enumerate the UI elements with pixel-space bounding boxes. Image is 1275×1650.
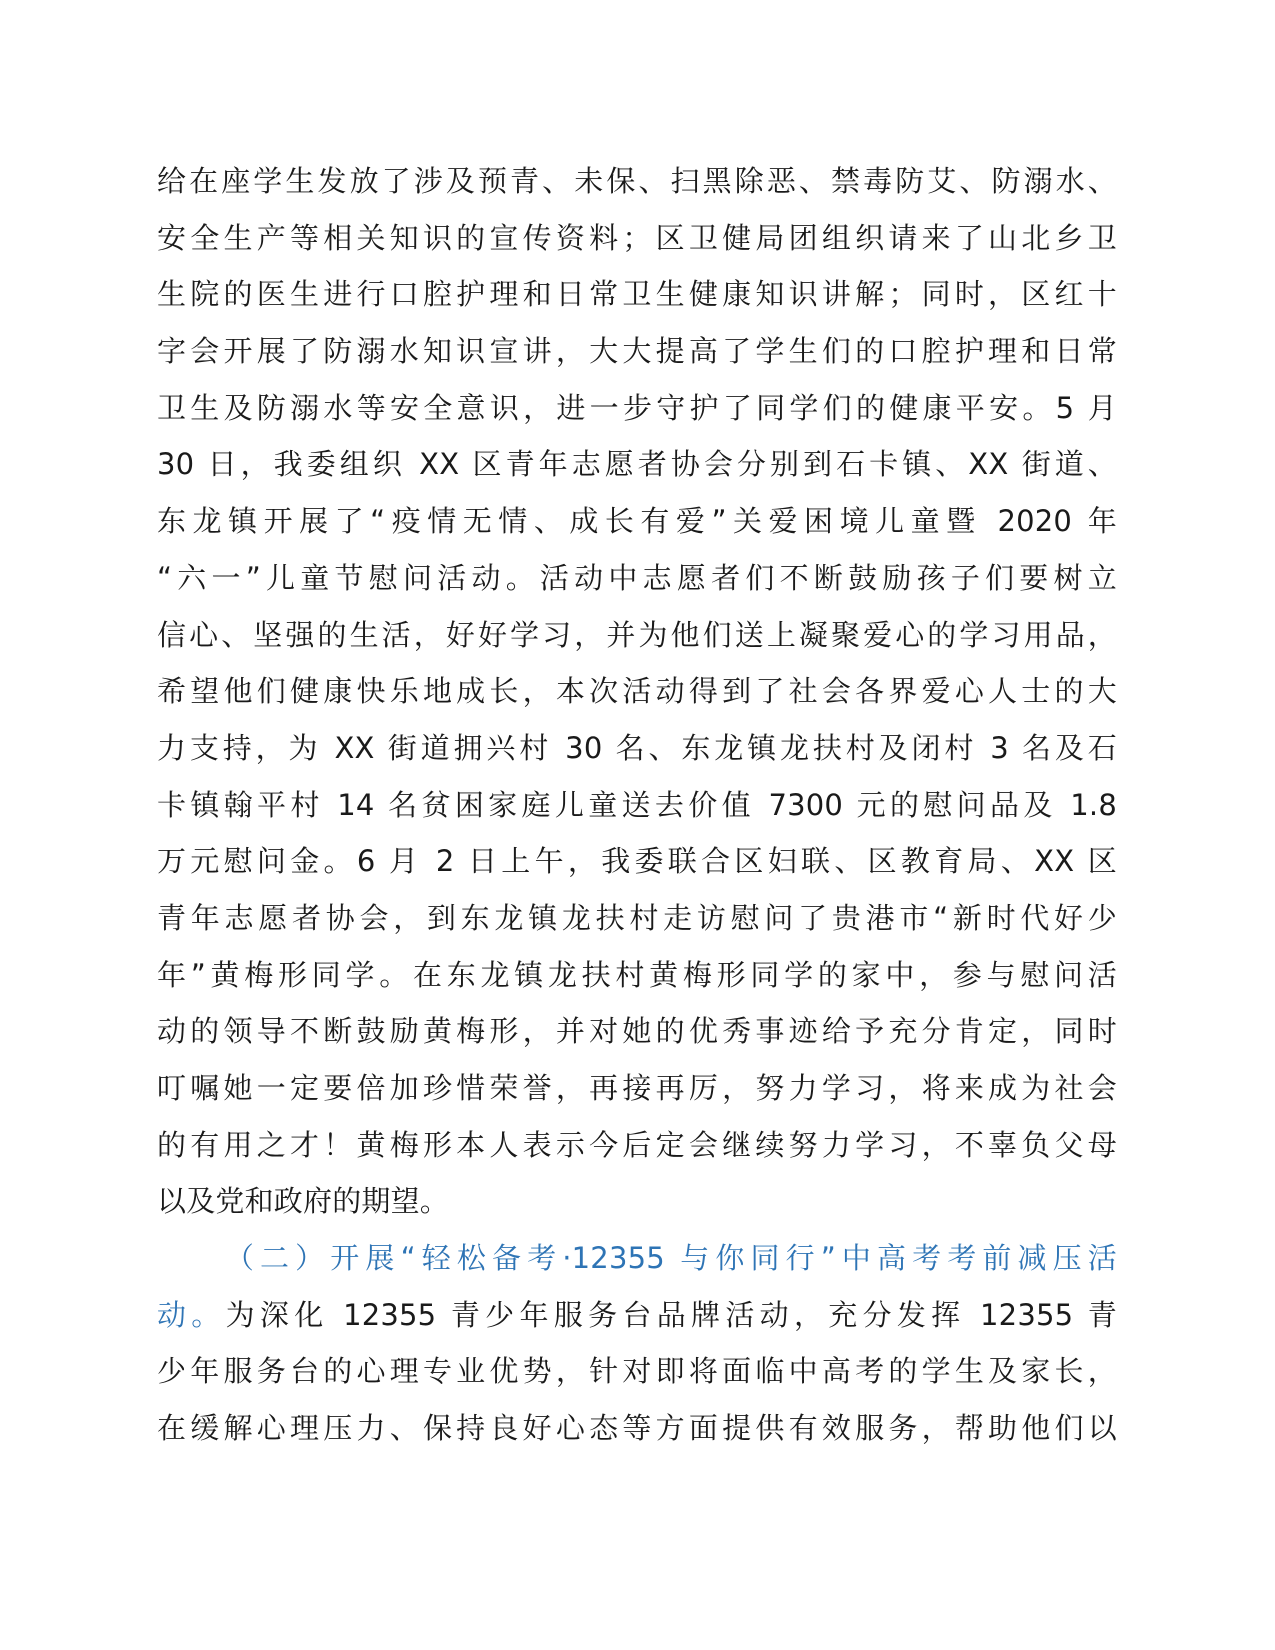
section-heading: （二）开展“轻松备考·12355 与你同行”中高考考前减压活 (219, 1241, 1117, 1276)
paragraph-line: 卡镇翰平村 14 名贫困家庭儿童送去价值 7300 元的慰问品及 1.8 (157, 787, 1117, 822)
paragraph-line: 信心、坚强的生活，好好学习，并为他们送上凝聚爱心的学习用品， (157, 617, 1117, 652)
paragraph-line: 的有用之才！黄梅形本人表示今后定会继续努力学习，不辜负父母 (157, 1127, 1117, 1162)
section-heading-end: 动。 (157, 1297, 226, 1332)
paragraph-line: “六一”儿童节慰问活动。活动中志愿者们不断鼓励孩子们要树立 (157, 560, 1117, 595)
paragraph-line: 希望他们健康快乐地成长，本次活动得到了社会各界爱心人士的大 (157, 674, 1117, 709)
paragraph-line: 力支持，为 XX 街道拥兴村 30 名、东龙镇龙扶村及闭村 3 名及石 (157, 730, 1117, 765)
paragraph-line: 卫生及防溺水等安全意识，进一步守护了同学们的健康平安。5 月 (157, 390, 1117, 425)
paragraph-line: 少年服务台的心理专业优势，针对即将面临中高考的学生及家长， (157, 1354, 1117, 1389)
paragraph-line: 在缓解心理压力、保持良好心态等方面提供有效服务，帮助他们以 (157, 1411, 1117, 1446)
paragraph-line: 安全生产等相关知识的宣传资料；区卫健局团组织请来了山北乡卫 (157, 220, 1117, 255)
paragraph-line: 动的领导不断鼓励黄梅形，并对她的优秀事迹给予充分肯定，同时 (157, 1014, 1117, 1049)
section-heading-line (157, 1287, 1117, 1344)
paragraph-line: 以及党和政府的期望。 (157, 1184, 450, 1219)
paragraph-line: 青年志愿者协会，到东龙镇龙扶村走访慰问了贵港市“新时代好少 (157, 900, 1117, 935)
body-text (157, 153, 1117, 1457)
paragraph-line: 给在座学生发放了涉及预青、未保、扫黑除恶、禁毒防艾、防溺水、 (157, 164, 1117, 198)
paragraph-line: 年”黄梅形同学。在东龙镇龙扶村黄梅形同学的家中，参与慰问活 (157, 957, 1117, 992)
paragraph-line: 字会开展了防溺水知识宣讲，大大提高了学生们的口腔护理和日常 (157, 334, 1117, 369)
paragraph-line: 东龙镇开展了“疫情无情、成长有爱”关爱困境儿童暨 2020 年 (157, 504, 1117, 539)
paragraph-line: 叮嘱她一定要倍加珍惜荣誉，再接再厉，努力学习，将来成为社会 (157, 1071, 1117, 1105)
section-heading-line (157, 1230, 1117, 1287)
paragraph-text: 为深化 12355 青少年服务台品牌活动，充分发挥 12355 青 (225, 1297, 1117, 1332)
paragraph-line: 生院的医生进行口腔护理和日常卫生健康知识讲解；同时，区红十 (157, 277, 1117, 312)
paragraph-line: 30 日，我委组织 XX 区青年志愿者协会分别到石卡镇、XX 街道、 (157, 447, 1117, 482)
paragraph-line: 万元慰问金。6 月 2 日上午，我委联合区妇联、区教育局、XX 区 (157, 844, 1117, 879)
